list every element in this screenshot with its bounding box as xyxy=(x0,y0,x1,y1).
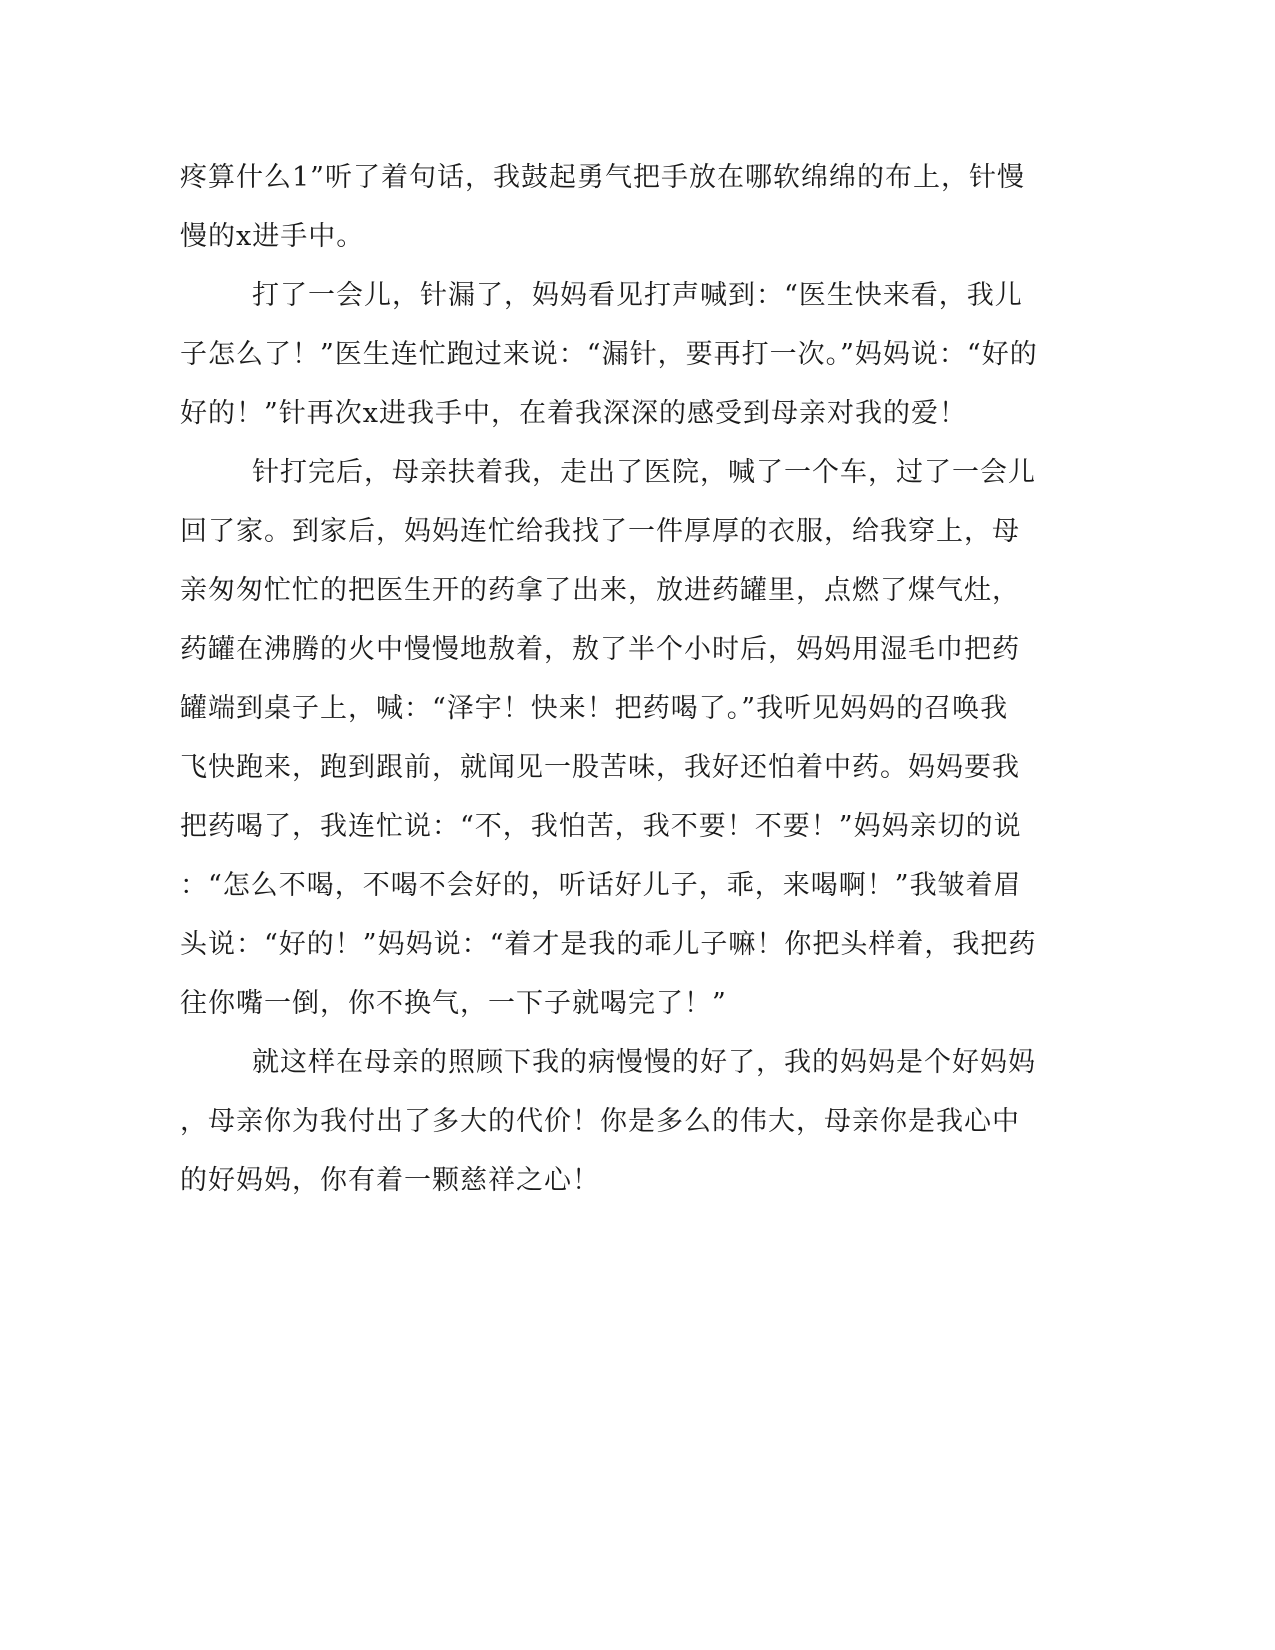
text-line: 药罐在沸腾的火中慢慢地敖着，敖了半个小时后，妈妈用湿毛巾把药 xyxy=(180,634,1020,665)
text-line: 慢的x进手中。 xyxy=(180,221,365,252)
text-line: 头说：“好的！”妈妈说：“着才是我的乖儿子嘛！你把头样着，我把药 xyxy=(180,929,1037,960)
text-line: ：“怎么不喝，不喝不会好的，听话好儿子，乖，来喝啊！”我皱着眉 xyxy=(180,870,1022,901)
text-line: 好的！”针再次x进我手中，在着我深深的感受到母亲对我的爱！ xyxy=(180,398,968,429)
text-line: 飞快跑来，跑到跟前，就闻见一股苦味，我好还怕着中药。妈妈要我 xyxy=(180,752,1020,783)
text-line: 罐端到桌子上，喊：“泽宇！快来！把药喝了。”我听见妈妈的召唤我 xyxy=(180,693,1009,724)
paragraph-start-line: 针打完后，母亲扶着我，走出了医院，喊了一个车，过了一会儿 xyxy=(252,457,1036,488)
essay-body xyxy=(180,148,1038,1210)
paragraph-start-line: 就这样在母亲的照顾下我的病慢慢的好了，我的妈妈是个好妈妈 xyxy=(252,1047,1036,1078)
text-line: 疼算什么1”听了着句话，我鼓起勇气把手放在哪软绵绵的布上，针慢 xyxy=(180,162,1025,193)
text-line: ，母亲你为我付出了多大的代价！你是多么的伟大，母亲你是我心中 xyxy=(180,1106,1020,1137)
paragraph-start-line: 打了一会儿，针漏了，妈妈看见打声喊到：“医生快来看，我儿 xyxy=(252,280,1023,311)
text-line: 亲匆匆忙忙的把医生开的药拿了出来，放进药罐里，点燃了煤气灶， xyxy=(180,575,1020,606)
text-line: 回了家。到家后，妈妈连忙给我找了一件厚厚的衣服，给我穿上，母 xyxy=(180,516,1020,547)
text-line: 往你嘴一倒，你不换气，一下子就喝完了！” xyxy=(180,988,727,1019)
text-line: 把药喝了，我连忙说：“不，我怕苦，我不要！不要！”妈妈亲切的说 xyxy=(180,811,1022,842)
text-line: 的好妈妈，你有着一颗慈祥之心！ xyxy=(180,1165,600,1196)
text-line: 子怎么了！”医生连忙跑过来说：“漏针，要再打一次。”妈妈说：“好的 xyxy=(180,339,1038,370)
